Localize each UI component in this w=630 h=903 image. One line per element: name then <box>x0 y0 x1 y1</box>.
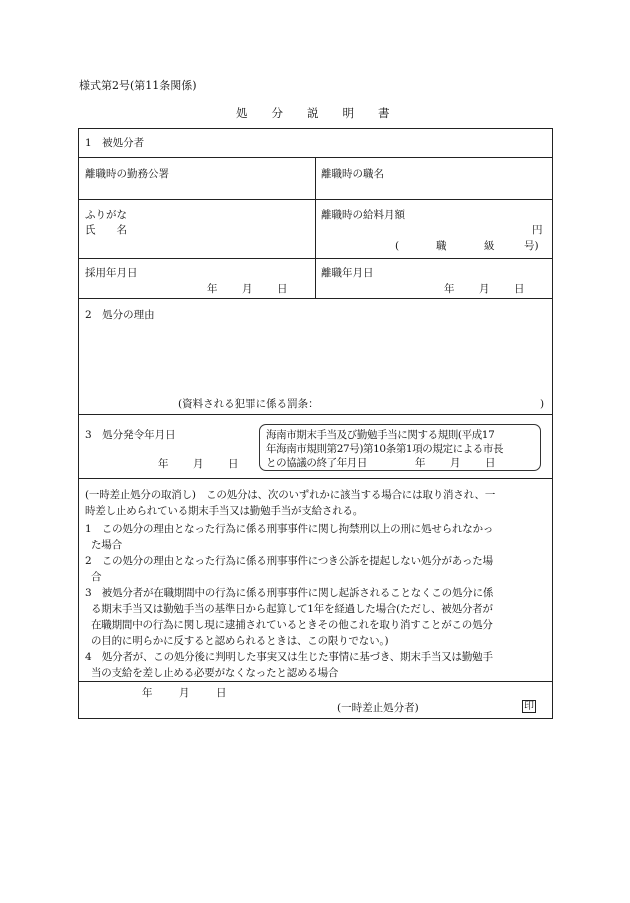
grade-open: ( <box>395 240 400 252</box>
hire-date-label: 採用年月日 <box>85 267 138 279</box>
section3-heading: 3 処分発令年月日 <box>85 429 176 441</box>
year-unit: 年 <box>142 687 153 699</box>
offense-note-close: ) <box>540 398 545 410</box>
name-label: 氏 名 <box>85 224 127 236</box>
position-label: 離職時の職名 <box>321 168 384 180</box>
form-table <box>78 128 553 719</box>
month-unit: 月 <box>193 458 204 470</box>
condition-line: 4 処分者が、この処分後に判明した事実又は生じた事情に基づき、期末手当又は勤勉手 <box>85 651 493 663</box>
offense-note: (資料される犯罪に係る罰条： <box>178 398 319 410</box>
day-unit: 日 <box>216 687 227 699</box>
day-unit: 日 <box>277 283 288 295</box>
column-divider <box>315 157 316 298</box>
title-char: 処 <box>236 106 248 120</box>
month-unit: 月 <box>479 283 490 295</box>
condition-line: 1 この処分の理由となった行為に係る刑事事件に関し拘禁刑以上の刑に処せられなかっ <box>85 523 494 535</box>
title-char: 分 <box>271 106 283 120</box>
grade-unit: 級 <box>484 240 495 252</box>
title-char: 説 <box>307 106 319 120</box>
furigana-label: ふりがな <box>85 209 127 221</box>
title-char: 書 <box>378 106 390 120</box>
year-unit: 年 <box>158 458 169 470</box>
grade-close: 号) <box>524 240 539 252</box>
consultation-line: 年海南市規則第27号)第10条第1項の規定による市長 <box>266 443 504 455</box>
day-unit: 日 <box>514 283 525 295</box>
day-unit: 日 <box>228 458 239 470</box>
issuer-label: (一時差止処分者) <box>337 702 419 714</box>
retire-date-units <box>444 284 525 295</box>
row-divider <box>79 298 552 299</box>
year-unit: 年 <box>444 283 455 295</box>
month-unit: 月 <box>179 687 190 699</box>
intro-line: (一時差止処分の取消し) この処分は、次のいずれかに該当する場合には取り消され、一 <box>85 489 496 501</box>
issue-date-units <box>158 459 239 470</box>
row-divider <box>79 414 552 415</box>
consultation-date-units <box>415 458 496 469</box>
revocation-intro <box>85 487 547 519</box>
month-unit: 月 <box>450 457 461 469</box>
grade-label: 職 <box>436 240 447 252</box>
condition-line: 合 <box>91 571 102 583</box>
section1-heading: 1 被処分者 <box>85 137 145 149</box>
condition-line: の目的に明らかに反すると認められるときは、この限りでない。) <box>91 635 389 647</box>
seal-mark: 印 <box>524 701 534 712</box>
footer-date-units <box>142 688 227 699</box>
consultation-line: 海南市期末手当及び勤勉手当に関する規則(平成17 <box>266 429 495 441</box>
salary-label: 離職時の給料月額 <box>321 209 405 221</box>
condition-line: た場合 <box>91 539 122 551</box>
title-char: 明 <box>342 106 354 120</box>
revocation-conditions <box>85 521 547 681</box>
retire-date-label: 離職年月日 <box>321 267 374 279</box>
condition-line: 当の支給を差し止める必要がなくなったと認める場合 <box>91 667 339 679</box>
document-title <box>236 108 390 120</box>
year-unit: 年 <box>207 283 218 295</box>
condition-line: 3 被処分者が在職期間中の行為に係る刑事事件に関し起訴されることなくこの処分に係 <box>85 587 494 599</box>
form-id: 様式第2号(第11条関係) <box>79 79 197 92</box>
condition-line: 在職期間中の行為に関し現に逮捕されているときその他これを取り消すことがこの処分 <box>91 619 493 631</box>
condition-line: る期末手当又は勤勉手当の基準日から起算して1年を経過した場合(ただし、被処分者が <box>91 603 493 615</box>
section2-heading: 2 処分の理由 <box>85 309 155 321</box>
yen-unit: 円 <box>532 224 543 236</box>
office-label: 離職時の勤務公署 <box>85 168 169 180</box>
day-unit: 日 <box>485 457 496 469</box>
row-divider <box>79 478 552 479</box>
row-divider <box>79 681 552 682</box>
hire-date-units <box>207 284 288 295</box>
month-unit: 月 <box>242 283 253 295</box>
condition-line: 2 この処分の理由となった行為に係る刑事事件につき公訴を提起しない処分があった場 <box>85 555 493 567</box>
consultation-line: との協議の終了年月日 <box>266 457 367 469</box>
intro-line: 時差し止められている期末手当又は勤勉手当が支給される。 <box>85 505 364 517</box>
year-unit: 年 <box>415 457 426 469</box>
consultation-note <box>259 424 541 471</box>
